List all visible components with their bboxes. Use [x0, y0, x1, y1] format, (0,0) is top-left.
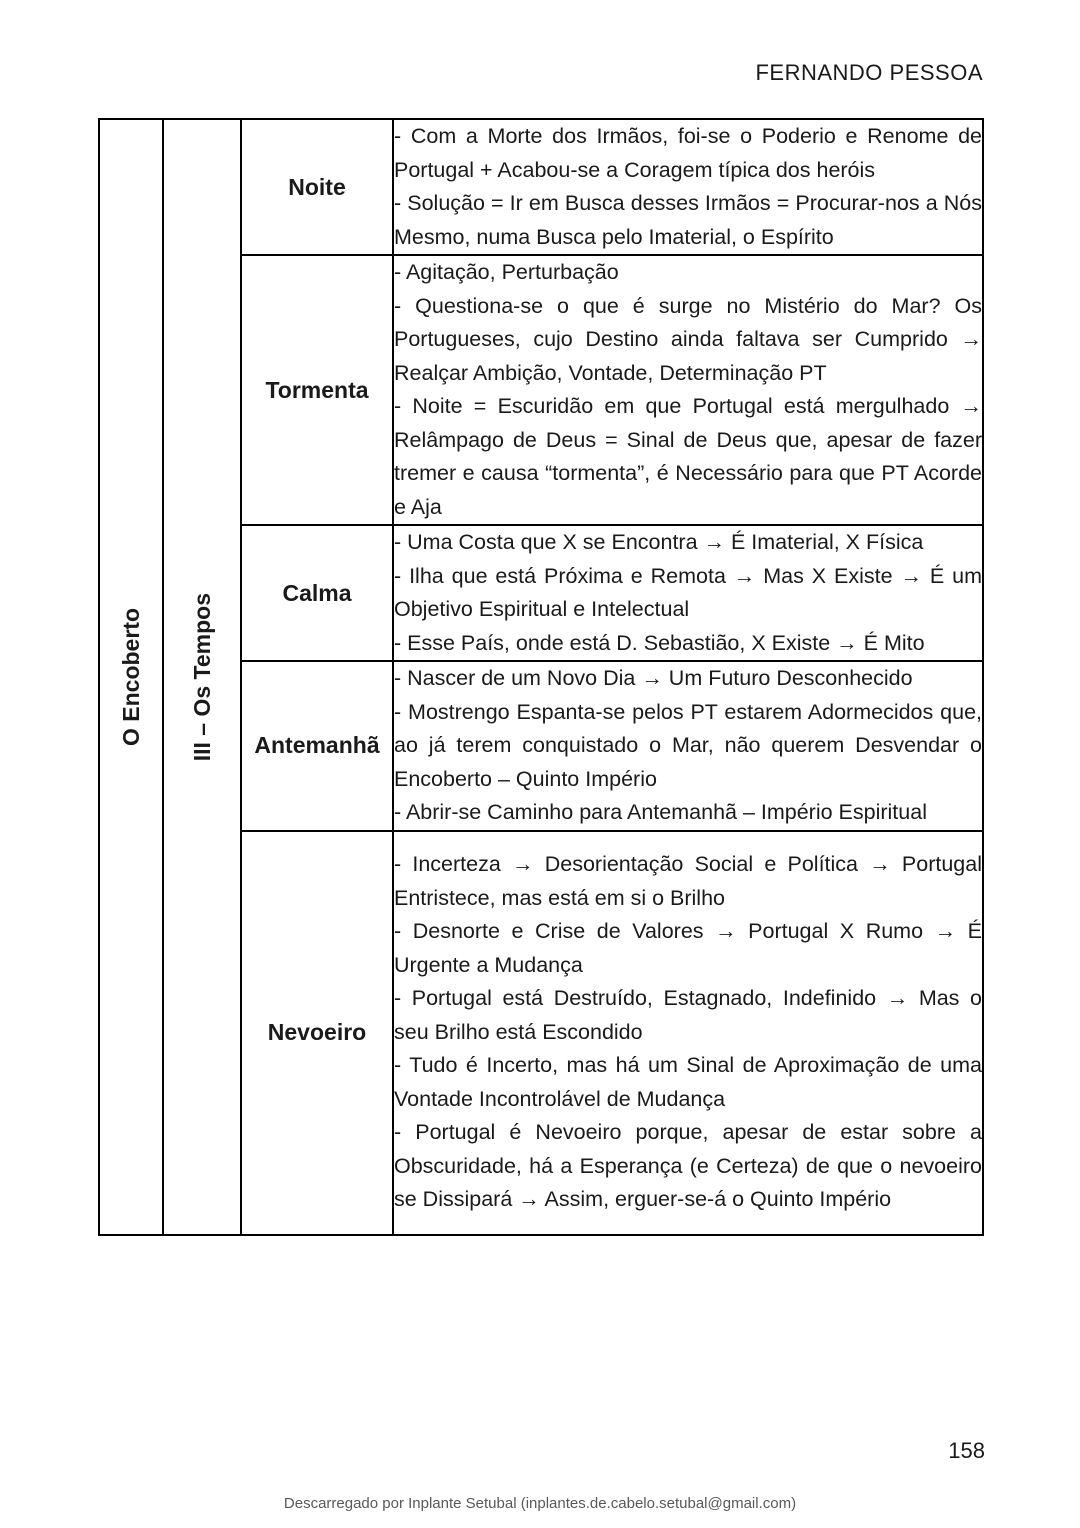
poem-section-cell [163, 119, 241, 1235]
note-paragraph: - Agitação, Perturbação [394, 260, 619, 284]
note-paragraph: - Com a Morte dos Irmãos, foi-se o Poderio e Renome de Portugal + Acabou-se a Coragem típica dos heróis [394, 124, 982, 182]
note-paragraph: - Noite = Escuridão em que Portugal está mergulhado → Relâmpago de Deus = Sinal de Deus que, apesar de fazer tremer e causa “tormenta”, é Necessário para que PT Acorde e Aja [394, 394, 982, 519]
note-paragraph: - Questiona-se o que é surge no Mistério do Mar? Os Portugueses, cujo Destino ainda faltava ser Cumprido → Realçar Ambição, Vontade, Determinação PT [394, 293, 982, 385]
download-watermark: Descarregado por Inplante Setubal (inplantes.de.cabelo.setubal@gmail.com) [283, 1495, 797, 1512]
table-row [99, 119, 983, 255]
row-content-antemanha [393, 661, 983, 831]
page-header-title: FERNANDO PESSOA [755, 60, 983, 85]
note-paragraph: - Tudo é Incerto, mas há um Sinal de Aproximação de uma Vontade Incontrolável de Mudança [394, 1053, 982, 1111]
poem-section-label: III – Os Tempos [188, 592, 215, 761]
note-paragraph: - Nascer de um Novo Dia → Um Futuro Desconhecido [394, 666, 913, 690]
analysis-table [98, 118, 984, 1236]
note-paragraph: - Solução = Ir em Busca desses Irmãos = Procurar-nos a Nós Mesmo, numa Busca pelo Imaterial, o Espírito [394, 191, 982, 249]
poem-group-label: O Encoberto [117, 607, 144, 746]
note-paragraph: - Uma Costa que X se Encontra → É Imaterial, X Física [394, 530, 924, 554]
row-label-tormenta: Tormenta [241, 255, 393, 525]
page-number: 158 [948, 1438, 985, 1463]
note-paragraph: - Portugal está Destruído, Estagnado, Indefinido → Mas o seu Brilho está Escondido [394, 986, 982, 1044]
row-label-calma: Calma [241, 525, 393, 661]
note-paragraph: - Abrir-se Caminho para Antemanhã – Império Espiritual [394, 800, 927, 824]
row-content-nevoeiro [393, 831, 983, 1235]
row-content-tormenta [393, 255, 983, 525]
note-paragraph: - Incerteza → Desorientação Social e Política → Portugal Entristece, mas está em si o Brilho [394, 852, 982, 910]
note-paragraph: - Desnorte e Crise de Valores → Portugal X Rumo → É Urgente a Mudança [394, 919, 982, 977]
note-paragraph: - Portugal é Nevoeiro porque, apesar de estar sobre a Obscuridade, há a Esperança (e Certeza) de que o nevoeiro se Dissipará → Assim, erguer-se-á o Quinto Império [394, 1120, 982, 1212]
note-paragraph: - Ilha que está Próxima e Remota → Mas X Existe → É um Objetivo Espiritual e Intelectual [394, 563, 982, 621]
row-content-noite [393, 119, 983, 255]
row-label-nevoeiro: Nevoeiro [241, 831, 393, 1235]
row-label-antemanha: Antemanhã [241, 661, 393, 831]
row-label-noite: Noite [241, 119, 393, 255]
row-content-calma [393, 525, 983, 661]
note-paragraph: - Mostrengo Espanta-se pelos PT estarem Adormecidos que, ao já terem conquistado o Mar, não querem Desvendar o Encoberto – Quinto Império [394, 699, 982, 791]
poem-group-cell [99, 119, 163, 1235]
note-paragraph: - Esse País, onde está D. Sebastião, X Existe → É Mito [394, 630, 925, 655]
